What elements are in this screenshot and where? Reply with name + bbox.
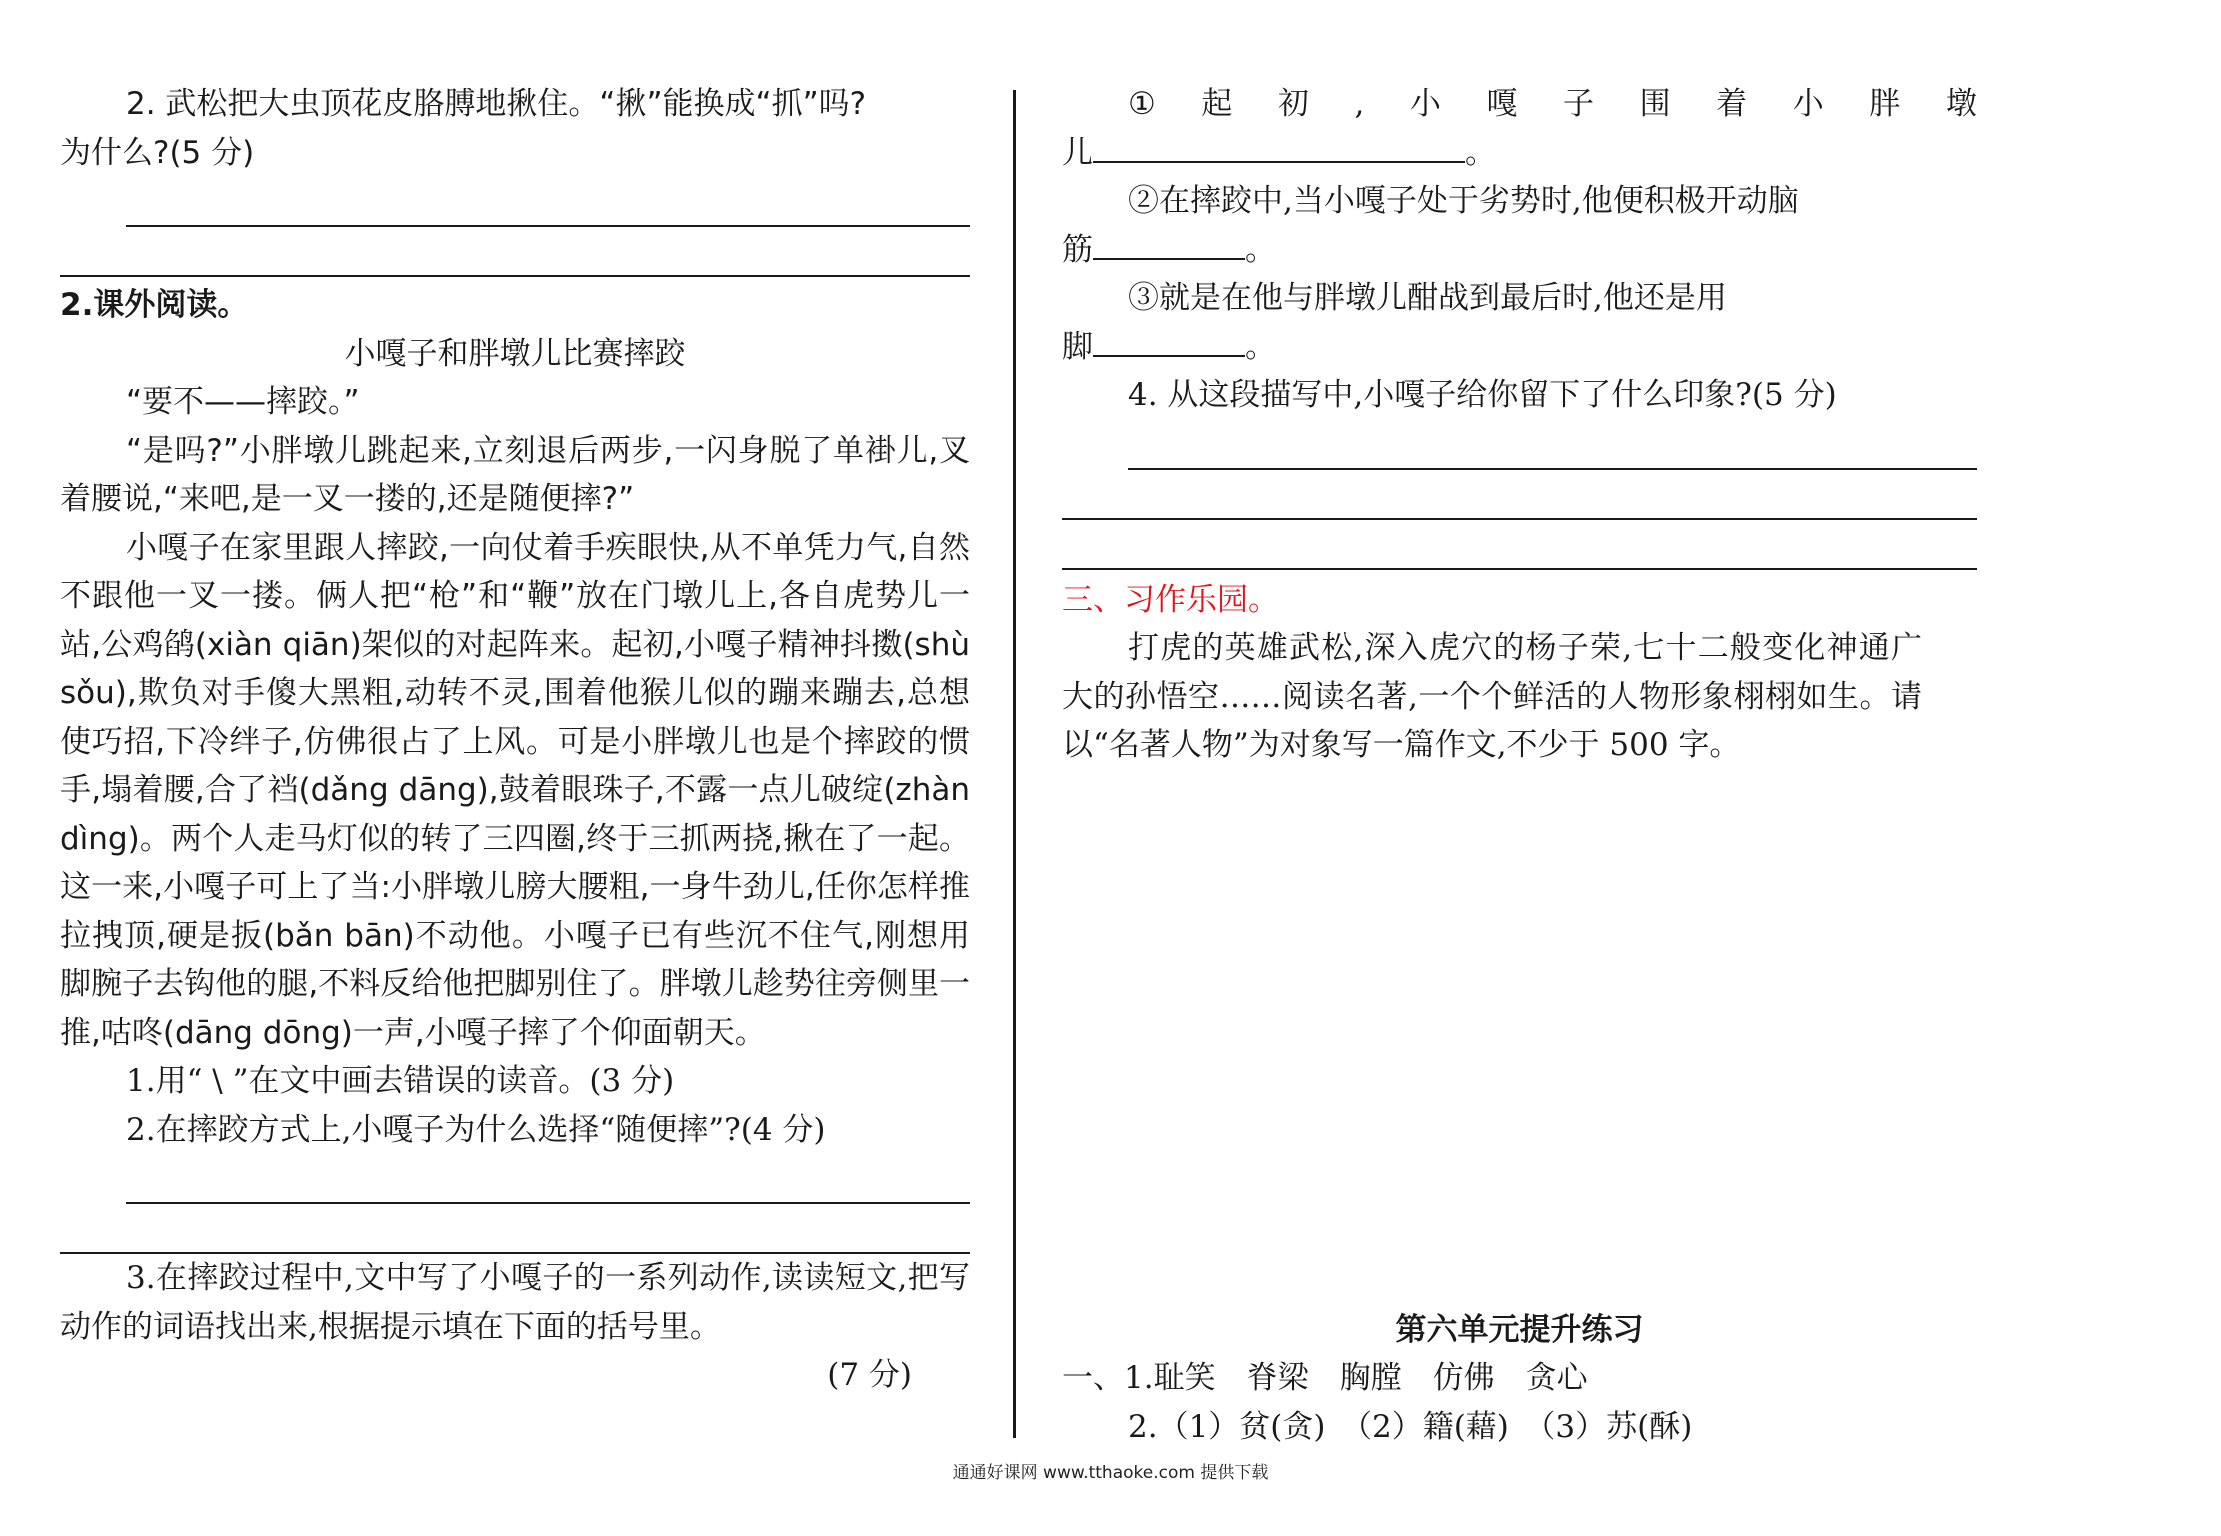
answer-line[interactable] [1062,470,1977,520]
fill-item-1-tail-char: 儿 [1062,134,1093,171]
answer-line[interactable] [1062,520,1977,570]
column-divider [1013,90,1016,1438]
fill-item-1-head [1062,80,1977,129]
story-paragraph-2: “是吗?”小胖墩儿跳起来,立刻退后两步,一闪身脱了单褂儿,叉着腰说,“来吧,是一叉一搂的,还是随便摔?” [60,432,970,517]
fill-item-3-tail [1062,323,1977,372]
story-title: 小嘎子和胖墩儿比赛摔跤 [344,335,686,372]
fill-blank-3[interactable] [1093,327,1245,357]
fill-item-1-char: 围 [1639,86,1671,122]
unit-title: 第六单元提升练习 [1395,1311,1644,1348]
essay-prompt: 打虎的英雄武松,深入虎穴的杨子荣,七十二般变化神通广大的孙悟空……阅读名著,一个个鲜活的人物形象栩栩如生。请以“名著人物”为对象写一篇作文,不少于 500 字。 [1062,630,1922,763]
fill-item-3-tail-char: 脚 [1062,328,1093,365]
answer-line[interactable] [126,177,970,227]
story-paragraph-3: 小嘎子在家里跟人摔跤,一向仗着手疾眼快,从不单凭力气,自然不跟他一叉一搂。俩人把“枪”和“鞭”放在门墩儿上,各自虎势儿一站,公鸡鹐(xiàn qiān)架似的对起阵来。起初,小嘎子精神抖擞(shù sǒu),欺负对手傻大黑粗,动转不灵,围着他猴儿似的蹦来蹦去,总想使巧招,下冷绊子,仿佛很占了上风。可是小胖墩儿也是个摔跤的惯手,塌着腰,合了裆(dǎng dāng),鼓着眼珠子,不露一点儿破绽(zhàn dìng)。两个人走马灯似的转了三四圈,终于三抓两挠,揪在了一起。这一来,小嘎子可上了当:小胖墩儿膀大腰粗,一身牛劲儿,任你怎样推拉拽顶,硬是扳(bǎn bān)不动他。小嘎子已有些沉不住气,刚想用脚腕子去钩他的腿,不料反给他把脚别住了。胖墩儿趁势往旁侧里一推,咕咚(dāng dōng)一声,小嘎子摔了个仰面朝天。 [60,529,970,1051]
fill-item-1-char: , [1354,86,1365,122]
fill-item-1-end: 。 [1465,134,1496,171]
sub-question-3: 3.在摔跤过程中,文中写了小嘎子的一系列动作,读读短文,把写动作的词语找出来,根据提示填在下面的括号里。 [60,1260,970,1345]
fill-item-1-char: 墩 [1945,86,1977,122]
fill-item-1-char: 初 [1277,86,1309,122]
fill-item-2-end: 。 [1245,231,1276,268]
fill-item-1-char: 着 [1716,86,1748,122]
question-2-line2: 为什么?(5 分) [60,134,255,171]
fill-blank-2[interactable] [1093,230,1245,260]
fill-item-1-char: 子 [1563,86,1595,122]
answer-key-line-2: 2.（1）贫(贪) （2）籍(藉) （3）苏(酥) [1128,1408,1693,1445]
sub-question-2: 2.在摔跤方式上,小嘎子为什么选择“随便摔”?(4 分) [126,1111,826,1148]
question-4: 4. 从这段描写中,小嘎子给你留下了什么印象?(5 分) [1128,377,1837,413]
left-column [60,80,970,1400]
section-title-extracurricular: 2.课外阅读。 [60,287,249,323]
fill-item-1-char: ① [1128,86,1156,122]
fill-item-1-tail [1062,129,1977,178]
fill-item-1-char: 小 [1792,86,1824,122]
fill-item-2-tail [1062,226,1977,275]
answer-line[interactable] [1128,420,1977,470]
fill-item-1-char: 嘎 [1486,86,1518,122]
fill-item-2-head: ②在摔跤中,当小嘎子处于劣势时,他便积极开动脑 [1128,183,1799,219]
right-column [1062,80,1977,1451]
sub-question-1: 1.用“ \ ”在文中画去错误的读音。(3 分) [126,1063,675,1099]
answer-line[interactable] [60,227,970,277]
footer-credit: 通通好课网 www.tthaoke.com 提供下载 [952,1463,1269,1483]
fill-item-1-char: 小 [1409,86,1441,122]
answer-line[interactable] [126,1154,970,1204]
answer-key-line-1: 一、1.耻笑 脊梁 胸膛 仿佛 贪心 [1062,1360,1588,1396]
fill-item-2-tail-char: 筋 [1062,231,1093,268]
fill-item-1-char: 起 [1201,86,1233,122]
fill-blank-1[interactable] [1093,133,1465,163]
fill-item-1-char: 胖 [1869,86,1901,122]
question-2-line1: 2. 武松把大虫顶花皮胳膊地揪住。“揪”能换成“抓”吗? [126,86,867,122]
story-paragraph-1: “要不——摔跤。” [126,384,360,420]
sub-question-3-score: (7 分) [827,1357,912,1393]
section-3-title: 三、习作乐园。 [1062,581,1279,618]
writing-space [1062,770,1977,1306]
fill-item-3-end: 。 [1245,328,1276,365]
answer-line[interactable] [60,1204,970,1254]
fill-item-3-head: ③就是在他与胖墩儿酣战到最后时,他还是用 [1128,280,1727,316]
